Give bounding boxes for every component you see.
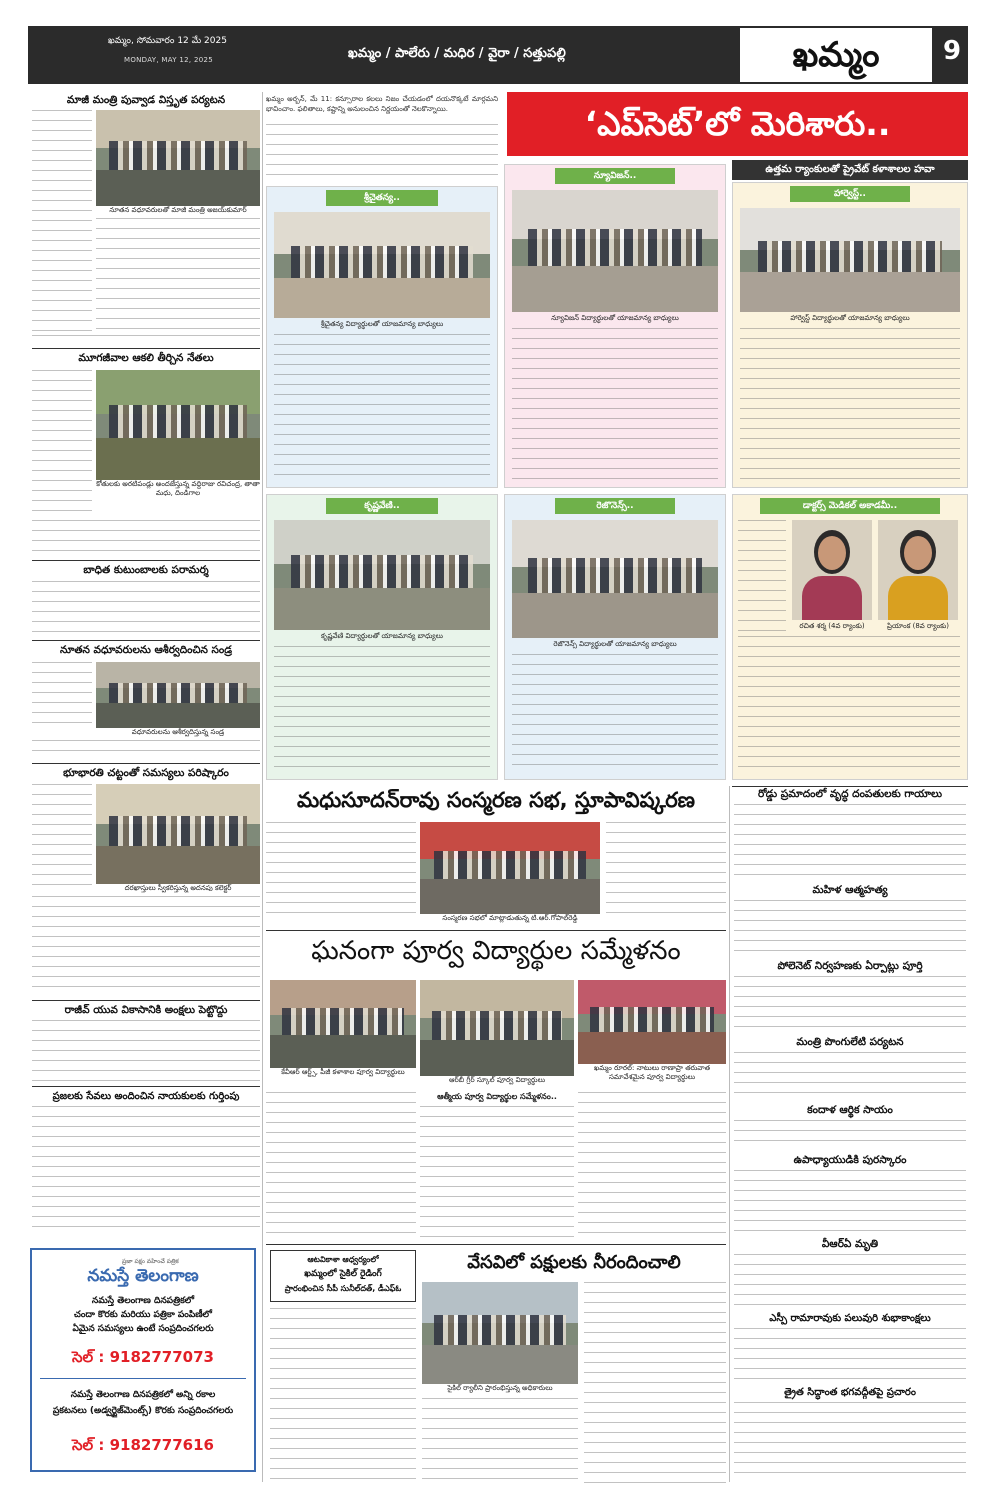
article-text (32, 896, 260, 996)
caption-resonance: రెజొనెన్స్ విద్యార్థులతో యాజమాన్య బాధ్యులు (553, 640, 677, 648)
headline-puvvada: మాజీ మంత్రి పువ్వాడ విస్తృత పర్యటన (66, 94, 226, 106)
ad-line-1: నమస్తే తెలంగాణ దినపత్రికలో (91, 1296, 195, 1306)
headline-families: బాధిత కుటుంబాలకు పరామర్శ (83, 564, 209, 576)
ad-brand: నమస్తే తెలంగాణ (87, 1266, 199, 1286)
article-text (512, 328, 718, 482)
photo-madhusudan (420, 822, 600, 914)
headline-suicide: మహిళ ఆత్మహత్య (812, 884, 888, 896)
cycle-rally-line1: ఆటవికాశా ఆధ్వర్యంలో (307, 1255, 379, 1264)
caption-cycle-rally: సైకిల్ ర్యాలీని ప్రారంభిస్తున్న అధికారులు (422, 1384, 578, 1393)
column-separator (262, 92, 263, 1482)
article-text (266, 124, 498, 180)
headline-vra-death: వీఆర్ఏ మృతి (821, 1238, 879, 1250)
photo-cycle-rally (422, 1282, 578, 1384)
caption-rachita: రచిత శర్మ (4వ ర్యాంకు) (799, 622, 865, 630)
photo-alumni-rb (420, 980, 574, 1076)
article-text (734, 1170, 966, 1234)
article-text (740, 328, 960, 482)
headline-rajiv: రాజీవ్ యువ వికాసానికి అంక్షలు పెట్టొద్దు (64, 1004, 228, 1016)
photo-puvvada (96, 110, 260, 206)
photo-student-priyanka (878, 520, 958, 620)
ad-brand-tagline: ప్రజా పక్షం వహించే పత్రిక (122, 1258, 179, 1265)
headline-polycet: పోలెనెట్ నిర్వహణకు ఏర్పాట్లు పూర్తి (777, 960, 923, 972)
headline-sp-wishes: ఎస్పీ రామారావుకు పలువురి శుభాకాంక్షలు (769, 1313, 931, 1324)
divider (32, 1086, 260, 1087)
article-text (32, 335, 260, 345)
article-text (32, 740, 260, 760)
banner-srichaitanya: శ్రీచైతన్య.. (326, 190, 438, 206)
article-text (32, 370, 92, 520)
caption-collector: దరఖాస్తులు స్వీకరిస్తున్న అదనపు కలెక్టర్ (96, 884, 260, 893)
photo-harvest (740, 208, 960, 312)
article-text (420, 1106, 574, 1242)
date-english: MONDAY, MAY 12, 2025 (124, 56, 213, 64)
caption-alumni-rural: ఖమ్మం రూరల్: నాటులు రాణాప్రా తరువాత సమావేశమైన పూర్వ విద్యార్థులు (578, 1064, 726, 1082)
article-text (584, 1282, 726, 1484)
caption-monkeys: కోతులకు అరటిపండ్లు అందజేస్తున్న వద్దిరాజు రవిచంద్ర, తాతా మధు, దిండిగాల (96, 480, 260, 497)
article-text (738, 636, 960, 774)
ad-phone-2: సెల్ : 9182777616 (72, 1436, 214, 1454)
headline-sandra: నూతన వధూవరులను ఆశీర్వదించిన సండ్ర (59, 644, 233, 656)
ad-line-5: ప్రకటనలు (అడ్వర్టైజ్‌మెంట్స్) కొరకు సంప్రదించగలరు (52, 1406, 234, 1416)
article-text (734, 1328, 966, 1382)
article-text (270, 1308, 416, 1484)
article-text (734, 900, 966, 956)
edition-places: ఖమ్మం / పాలేరు / మధిర / వైరా / సత్తుపల్లి (348, 46, 566, 61)
banner-krishnaveni: కృష్ణవేణి.. (326, 498, 438, 514)
headline-bhubharati: భూభారతి చట్టంతో సమస్యలు పరిష్కారం (63, 767, 229, 779)
article-text (32, 1106, 260, 1236)
headline-accident: రోడ్డు ప్రమాదంలో వృద్ధ దంపతులకు గాయాలు (757, 788, 943, 800)
cycle-rally-line3: ప్రారంభించిన సీపీ సునీల్‌దత్, డీఎఫ్ఓ (284, 1284, 402, 1293)
photo-alumni-rural (578, 980, 726, 1064)
article-text (606, 822, 726, 922)
subhead-alumni: ఆత్మీయ పూర్వ విద్యార్థుల సమ్మేళనం.. (420, 1092, 574, 1101)
date-telugu: ఖమ్మం, సోమవారం 12 మే 2025 (108, 36, 227, 46)
article-text (32, 520, 260, 555)
article-text (578, 1092, 726, 1242)
article-text (32, 110, 92, 335)
article-text (734, 976, 966, 1032)
eamcet-subheadline: ఉత్తమ ర్యాంకులతో ప్రైవేట్ కళాశాలల హవా (732, 160, 968, 180)
caption-alumni-rb: ఆర్‌బీ గ్రీర్ స్కూల్ పూర్వ విద్యార్థులు (420, 1076, 574, 1085)
article-text (422, 1398, 578, 1484)
caption-krishnaveni: కృష్ణవేణి విద్యార్థులతో యాజమాన్య బాధ్యులు (321, 632, 443, 640)
article-text (734, 1120, 966, 1150)
divider (32, 763, 260, 764)
article-text (96, 218, 260, 335)
article-text (734, 804, 966, 880)
article-text (32, 581, 260, 636)
headline-recognition: ప్రజలకు సేవలు అందించిన నాయకులకు గుర్తింపు (52, 1091, 240, 1102)
banner-resonance: రెజొనెన్స్.. (555, 498, 675, 514)
caption-puvvada: నూతన వధూవరులతో మాజీ మంత్రి అజయ్‌కుమార్ (96, 206, 260, 215)
subscription-ad (30, 1248, 256, 1472)
divider (32, 560, 260, 561)
article-text (734, 1254, 966, 1308)
divider (732, 786, 968, 787)
headline-birds: వేసవిలో పక్షులకు నీరందించాలి (467, 1252, 681, 1273)
photo-monkeys (96, 370, 260, 480)
banner-harvest: హార్వెస్ట్.. (790, 186, 910, 202)
photo-sandra (96, 662, 260, 728)
article-text (266, 1092, 416, 1242)
article-text (734, 1402, 966, 1482)
article-text (32, 1020, 260, 1082)
page-number: 9 (943, 36, 962, 66)
ad-divider (40, 1378, 246, 1379)
ad-line-2: చందా కొరకు మరియు పత్రికా పంపిణీలో (74, 1310, 212, 1320)
headline-ponguleti: మంత్రి పొంగులేటి పర్యటన (796, 1036, 904, 1048)
headline-gita: త్రైత సిద్ధాంత భగవద్గీతపై ప్రచారం (784, 1387, 916, 1398)
ad-phone-1: సెల్ : 9182777073 (72, 1348, 214, 1366)
article-text (266, 822, 416, 922)
caption-sandra: వధూవరులను ఆశీర్వదిస్తున్న సండ్ర (96, 728, 260, 737)
divider (32, 348, 260, 349)
headline-kandala: కందాళ ఆర్థిక సాయం (807, 1104, 893, 1116)
column-separator (729, 786, 730, 1482)
divider (32, 640, 260, 641)
caption-madhusudan: సంస్మరణ సభలో మాట్లాడుతున్న టి.ఆర్.గోపాల్‌రెడ్డి (420, 914, 600, 923)
divider (266, 1244, 726, 1245)
caption-newvision: న్యూవిజన్ విద్యార్థులతో యాజమాన్య బాధ్యులు (551, 314, 679, 322)
ad-line-4: నమస్తే తెలంగాణ దినపత్రికలో అన్ని రకాల (70, 1390, 216, 1400)
divider (266, 930, 726, 931)
ad-line-3: ఏమైన సమస్యలు ఉంటే సంప్రదించగలరు (72, 1324, 214, 1334)
section-brand: ఖమ్మం (738, 26, 934, 84)
photo-student-rachita (792, 520, 872, 620)
intro-text: ఖమ్మం అర్బన్, మే 11: కన్సూరాల కలలు నిజం చేయడంలో దయనొక్కటే మార్గమని భావించాం. ఫలితాలు, కష్టాన్ని అనులంచిన నిర్ణయంతో నెలకొన్నాయి. (266, 95, 498, 113)
divider (32, 1000, 260, 1001)
headline-madhusudan: మధుసూదన్‌రావు సంస్మరణ సభ, స్తూపావిష్కరణ (296, 788, 696, 812)
cycle-rally-line2: ఖమ్మంలో సైకిల్ రైడింగ్ (304, 1269, 382, 1279)
banner-newvision: న్యూవిజన్.. (555, 168, 675, 184)
caption-harvest: హార్వెస్ట్ విద్యార్థులతో యాజమాన్య బాధ్యులు (790, 314, 910, 322)
headline-alumni: ఘనంగా పూర్వ విద్యార్థుల సమ్మేళనం (311, 936, 681, 966)
caption-priyanka: ప్రియాంక (8వ ర్యాంకు) (887, 622, 949, 630)
article-text (274, 334, 490, 482)
caption-alumni-kvr: కేవీఆర్ ఆర్ట్స్, పీజీ కళాశాల పూర్వ విద్యార్థులు (270, 1068, 416, 1077)
article-text (32, 784, 92, 894)
article-text (32, 662, 92, 730)
photo-resonance (512, 520, 718, 638)
cycle-rally-box (270, 1250, 416, 1302)
eamcet-headline: ‘ఎప్‌సెట్’లో మెరిశారు.. (507, 92, 968, 156)
article-text (512, 654, 718, 774)
article-text (738, 520, 786, 632)
headline-teacher-award: ఉపాధ్యాయుడికి పురస్కారం (793, 1154, 907, 1166)
banner-doctors: డాక్టర్స్ మెడికల్ అకాడమీ.. (760, 498, 940, 514)
masthead (28, 26, 968, 84)
photo-collector (96, 784, 260, 884)
article-text (734, 1052, 966, 1100)
article-text (274, 646, 490, 774)
photo-srichaitanya (274, 212, 490, 318)
photo-newvision (512, 190, 718, 312)
headline-monkeys: మూగజీవాల ఆకలి తీర్చిన నేతలు (78, 352, 214, 364)
photo-krishnaveni (274, 520, 490, 630)
photo-alumni-kvr (270, 980, 416, 1068)
caption-srichaitanya: శ్రీచైతన్య విద్యార్థులతో యాజమాన్య బాధ్యులు (320, 320, 444, 328)
